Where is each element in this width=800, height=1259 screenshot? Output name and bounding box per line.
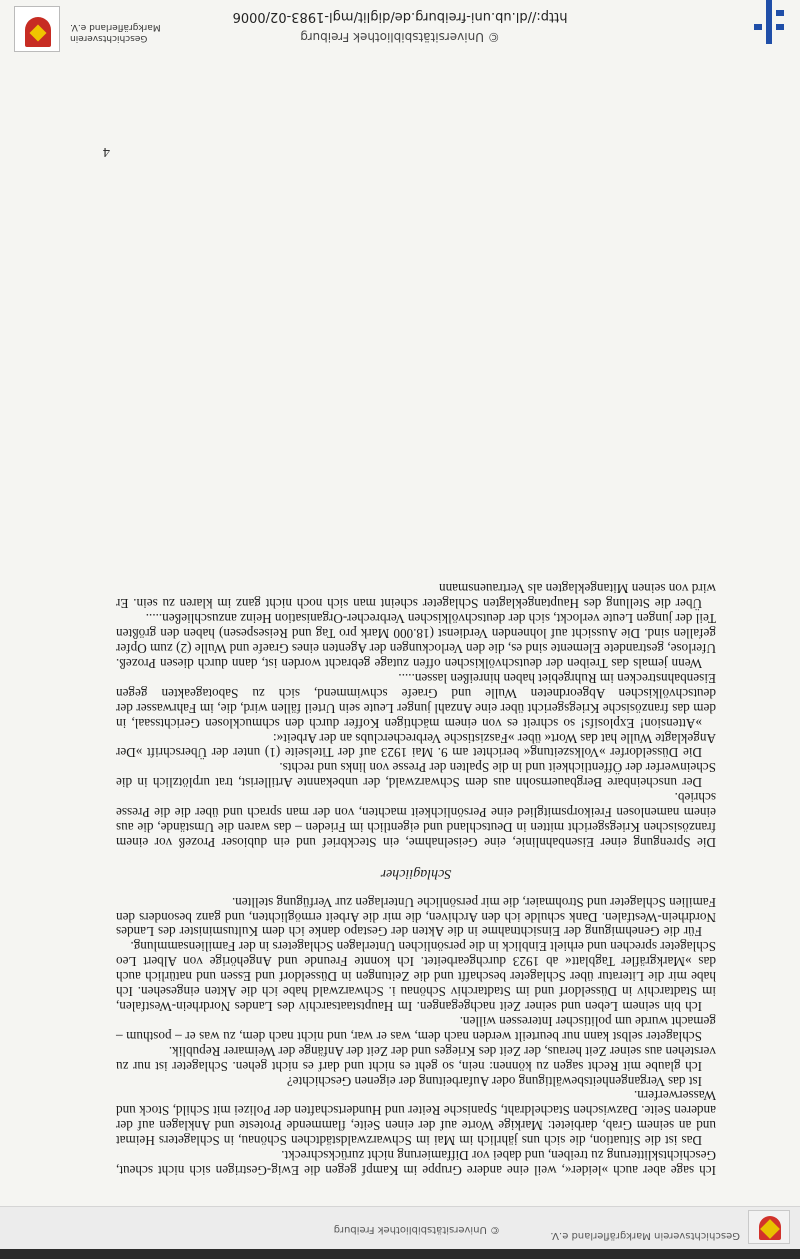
quotation: »Attension! Explosifs! so schreit es von einem mächtigen Koffer durch den schmucklosen Gerichtssaal, in dem das französische Kriegsgericht über eine Anzahl junger Leute sein Urteil fällen wird, die, im Fahrwasser der deutschvölkischen Abgeordneten Wulle und Graefe schwimmend, sich zu Sabotageakten gegen Eisenbahnstrecken im Ruhrgebiet haben hinreißen lassen..... xyxy=(116,670,716,731)
paragraph: Ich glaube mit Recht sagen zu können: nein, so geht es nicht und darf es nicht gehen. Schlageter ist nur zu verstehen aus seiner Zeit heraus, der Zeit des Krieges und der Zeit der Anfänge der Weimarer Republik. xyxy=(116,1043,716,1074)
paragraph: Die Sprengung einer Eisenbahnlinie, eine Geiselnahme, ein Steckbrief und ein dubioser Prozeß vor einem französischen Kriegsgericht mitten in Deutschland und eigentlich im Frieden – das waren die Umstände, die aus einem namenlosen Freikorpsmitglied eine Persönlichkeit machten, von der man sprach und über die die Presse schrieb. xyxy=(116,790,716,850)
crest-badge xyxy=(14,6,60,52)
document-text xyxy=(116,581,716,1177)
paragraph: Die Düsseldorfer »Volkszeitung« berichtet am 9. Mai 1923 auf der Titelseite (1) unter der Überschrift »Der Angeklagte Wulle hat das Wort« über »Faszistische Verbrecherclubs an der Arbeit«: xyxy=(116,730,716,761)
crest-badge xyxy=(748,1210,790,1244)
ub-freiburg-logo-icon xyxy=(754,0,784,44)
paragraph: Der unscheinbare Bergbauernsohn aus dem Schwarzwald, der unbekannte Artillerist, trat urplötzlich in die Scheinwerfer der Öffentlichkeit und in die Spalten der Presse von links und rechts. xyxy=(116,760,716,791)
markgraeflerland-crest-icon xyxy=(759,1216,781,1240)
top-strip xyxy=(0,1206,800,1249)
footer-copyright: © Universitätsbibliothek Freiburg xyxy=(300,30,500,44)
page-number: 4 xyxy=(103,144,110,159)
paragraph: Über die Stellung des Hauptangeklagten Schlageter scheint man sich noch nicht ganz im klaren zu sein. Er wird von seinen Mitangeklagten als Vertrauensmann xyxy=(116,581,716,612)
paragraph: Ich sage aber auch »leider«, weil eine andere Gruppe im Kampf gegen die Ewig-Gestrigen sich nicht scheut, Geschichtsklitterung zu treiben, und dabei vor Diffamierung nicht zurückschreckt. xyxy=(116,1148,716,1178)
markgraeflerland-crest-icon xyxy=(25,17,51,47)
footer-logo-label: Geschichtsverein Markgräflerland e.V. xyxy=(70,22,161,43)
paragraph: Ist das Vergangenheitsbewältigung oder Aufarbeitung der eigenen Geschichte? xyxy=(286,1073,702,1089)
paragraph: Für die Genehmigung der Einsichtnahme in die Akten der Gestapo danke ich dem Kultusminister des Landes Nordrhein-Westfalen. Dank schulde ich den Archiven, die mir die Arbeit ermöglichten, und ganz besonders den Familien Schlageter und Strohmaier, die mir persönliche Unterlagen zur Verfügung stellten. xyxy=(116,894,716,940)
paragraph: Ich bin seinem Leben und seiner Zeit nachgegangen. Im Hauptstaatsarchiv des Landes Nordrhein-Westfalen, im Stadtarchiv in Düsseldorf und im Stadtarchiv Schönau i. Schwarzwald habe ich die Akten eingesehen. Ich habe mir die Literatur über Schlageter beschafft und die Zeitungen in Düsseldorf und Essen und natürlich auch das »Markgräfler Tagblatt« ab 1923 durchgearbeitet. Ich konnte Freunde und Angehörige von Albert Leo Schlageter sprechen und erhielt Einblick in die persönlichen Unterlagen Schlageters in der Familiensammlung. xyxy=(116,939,716,1015)
paragraph: Das ist die Situation, die sich uns jährlich im Mai im Schwarzwaldstädtchen Schönau, in Schlageters Heimat und an seinem Grab, darbietet: Markige Worte auf der einen Seite, flammende Proteste und Anklagen auf der anderen Seite. Dazwischen Stacheldraht, Spanische Reiter und Hundertschaften der Polizei mit Schild, Stock und Wasserwerfern. xyxy=(116,1088,716,1149)
chapter-heading: Schlagiicher xyxy=(380,865,452,881)
footer-url-link[interactable]: http://dl.ub.uni-freiburg.de/diglit/mgl-1983-02/0006 xyxy=(232,9,568,24)
paragraph: Wenn jemals das Treiben der deutschvölkischen offen zutage gebracht worden ist, dann durch diesen Prozeß. Uferlose, gestrandete Elemente sind es, die den Verlockungen der Agenten eines Graefe und Wulle (2) zum Opfer gefallen sind. Die Aussicht auf lohnenden Verdienst (18.000 Mark pro Tag und Reisespesen) haben den größten Teil der jungen Leute verlockt, sich der deutschvölkischen Verbrecher-Organisation Heinz anzuschließen..... xyxy=(116,611,716,671)
header-copyright: © Universitätsbibliothek Freiburg xyxy=(333,1224,500,1235)
paragraph: Schlageter selbst kann nur beurteilt werden nach dem, was er war, und nicht nach dem, zu was er – posthum – gemacht wurde um politischer Interessen willen. xyxy=(116,1013,716,1044)
header-logo-label: Geschichtsverein Markgräflerland e.V. xyxy=(550,1230,740,1241)
